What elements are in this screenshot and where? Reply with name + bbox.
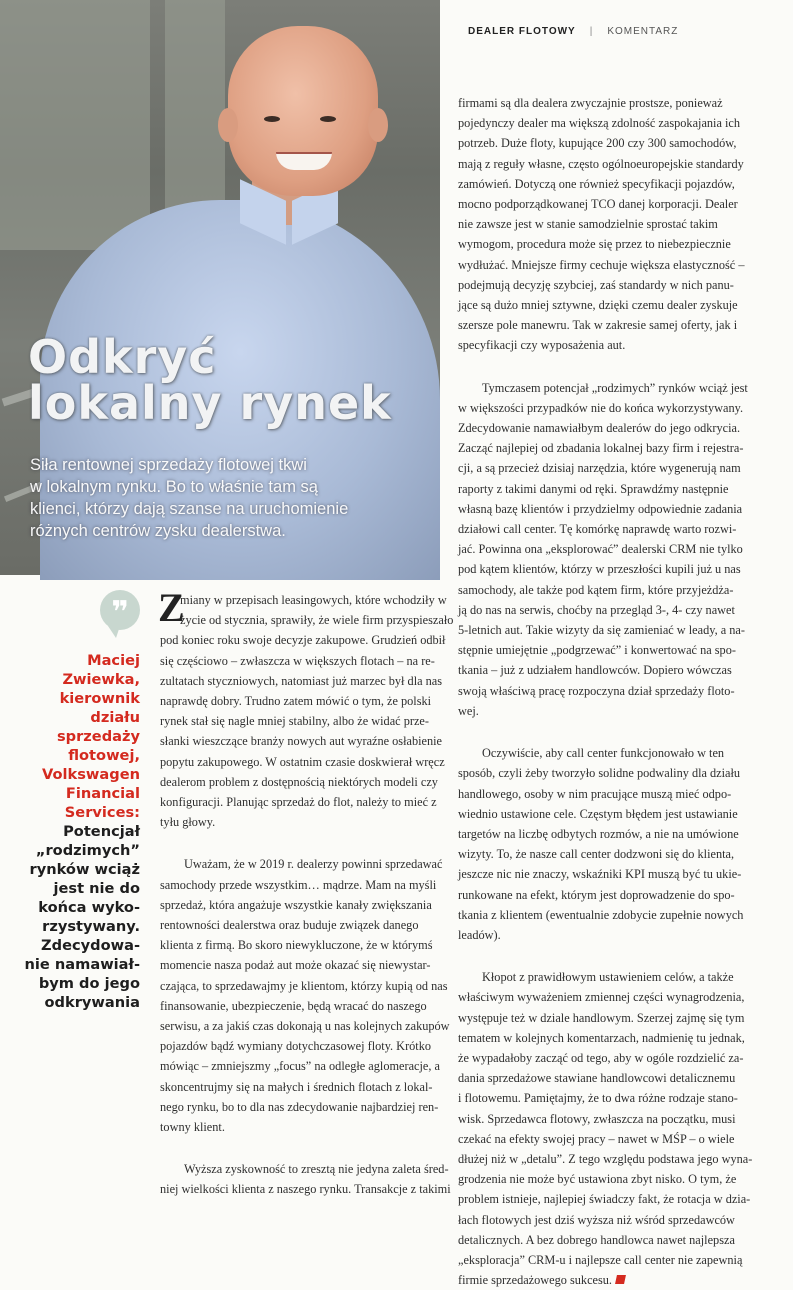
author-line: Volkswagen (42, 766, 140, 783)
author-line: Maciej (87, 652, 140, 669)
text-line: nego rynku, bo to dla nas zdecydowanie najbardziej ren- (160, 1099, 439, 1114)
text-line: serwisu, a za jakiś czas dokonają u nas kolejnych zakupów (160, 1019, 450, 1034)
drop-cap: Z (158, 585, 185, 630)
quote-line: Zdecydowa- (41, 937, 140, 954)
text-line: Kłopot z prawidłowym ustawieniem celów, a także (482, 970, 734, 985)
text-line: pod koniec roku swoje decyzje zakupowe. Grudzień odbił (160, 633, 446, 648)
text-line: zamówień. Dotyczą one również specyfikacji pojazdów, (458, 176, 735, 191)
text-line: wej. (458, 703, 479, 718)
quote-line: jest nie do (53, 880, 140, 897)
text-line: tematem w kolejnych komentarzach, nadmienię tu jednak, (458, 1030, 745, 1045)
eye (320, 116, 336, 122)
text-line: towny klient. (160, 1120, 225, 1135)
text-line (458, 1270, 760, 1290)
text-line: tyłu głowy. (160, 815, 216, 830)
text-line: i flotowemu. Pamiętajmy, że to dwa różne rodzaje stano- (458, 1091, 738, 1106)
text-line: zultatach styczniowych, natomiast już marzec był dla nas (160, 673, 443, 688)
text-line: „eksploracja” CRM-u i najlepsze call center nie zapewnią (458, 1252, 743, 1267)
text-line: samochody przede wszystkim… mądrze. Mam na myśli (160, 877, 437, 892)
text-line: handlowego, osoby w nim pracujące muszą mieć odpo- (458, 786, 732, 801)
text-line: jać. Powinna ona „eksplorować” dealerski CRM nie tylko (458, 542, 743, 557)
background-window (0, 0, 150, 250)
author-line: sprzedaży (56, 728, 140, 745)
text-line: czająca, to sprzedawajmy je klientom, którzy kupią od nas (160, 978, 448, 993)
text-line: samochody, ale także pod kątem firm, które przyjeżdża- (458, 582, 734, 597)
text-line: popytu zakupowego. W ostatnim czasie doskwierał wręcz (160, 754, 445, 769)
paragraph (158, 585, 454, 832)
article-lead (30, 454, 430, 542)
text-line: rynek stał się nagle mniej stabilny, albo że widać prze- (160, 714, 429, 729)
quote-line: „rodzimych” (35, 842, 140, 859)
author-line: Services: (64, 804, 140, 821)
text-line: Oczywiście, aby call center funkcjonowało w ten (482, 746, 725, 761)
text-line: skoncentrujmy się na małych i średnich flotach z lokal- (160, 1079, 433, 1094)
text-line: konfiguracji. Planując sprzedaż do flot, należy to mieć z (160, 795, 437, 810)
paragraph (160, 854, 450, 1137)
quote-line: bym do jego (38, 975, 140, 992)
author-line: Zwiewka, (62, 671, 140, 688)
text-line: że wypadałoby zacząć od tego, aby w ogóle rozdzielić za- (458, 1050, 744, 1065)
text-line: występuje też w dziale handlowym. Szerzej zajmę się tym (458, 1010, 745, 1025)
paragraph (160, 1159, 451, 1199)
lead-line: różnych centrów zysku dealerstwa. (30, 522, 286, 540)
header-separator: | (589, 26, 594, 37)
paragraph (458, 967, 760, 1290)
text-line: tkania z klientem (ewentualnie zdobycie zupełnie nowych (458, 907, 744, 922)
text-line: klienta z firmą. Bo skoro niewykluczone, że w którymś (160, 938, 433, 953)
text-line: sposób, czyli żeby tworzyło solidne podwaliny dla działu (458, 766, 741, 781)
end-of-article-icon (615, 1275, 626, 1284)
text-line: mówiąc – zmniejszmy „focus” na odległe aglomeracje, a (160, 1059, 440, 1074)
text-line: wisk. Sprzedawca flotowy, zwłaszcza na początku, musi (458, 1111, 736, 1126)
author-line: Financial (65, 785, 140, 802)
lead-line: klienci, którzy dają szanse na uruchomienie (30, 500, 349, 518)
article-column-middle (158, 585, 454, 1200)
quote-mark-icon: ❞ (100, 590, 140, 630)
text-line: pojedynczy dealer ma większą zdolność zaspokajania ich (458, 116, 741, 131)
text-line: Uważam, że w 2019 r. dealerzy powinni sprzedawać (184, 857, 443, 872)
article-column-right (458, 93, 760, 1290)
author-line: flotowej, (68, 747, 140, 764)
text-line: 5-letnich aut. Takie wizyty da się zamieniać w leady, a na- (458, 623, 745, 638)
pull-quote (0, 651, 140, 1012)
text-line: wiednio ustawione cele. Częstym błędem jest ustawianie (458, 806, 738, 821)
text-line: leadów). (458, 927, 501, 942)
text-line: finansowanie, ubezpieczenie, będą wracać do naszego (160, 998, 427, 1013)
quote-line: rzystywany. (42, 918, 140, 935)
quote-line: Potencjał (63, 823, 140, 840)
text-line: Tymczasem potencjał „rodzimych” rynków wciąż jest (482, 380, 748, 395)
text-line: wizyty. To, że nasze call center dodzwoni się do klienta, (458, 847, 735, 862)
text-line: niej wielkości klienta z naszego rynku. Transakcje z takimi (160, 1182, 451, 1197)
quote-line: odkrywania (44, 994, 140, 1011)
text-line: ją do nas na serwis, choćby na przegląd 3-, 4- czy nawet (458, 602, 735, 617)
text-line: miany w przepisach leasingowych, które wchodziły w (180, 593, 447, 607)
text-line: własną bazę klientów i przydzielmy odpowiednie zadania (458, 501, 743, 516)
author-line: działu (90, 709, 140, 726)
text-line: Wyższa zyskowność to zresztą nie jedyna zaleta śred- (184, 1162, 449, 1177)
text-line: jeszcze nic nie znaczy, wskaźniki KPI muszą być tu ukie- (458, 867, 742, 882)
text-line: rentowności dealerstwa oraz buduje związek danego (160, 918, 419, 933)
article-headline (28, 330, 438, 430)
text-line: szersze pole manewru. Tak w zakresie samej oferty, jak i (458, 318, 738, 333)
background-window (165, 0, 225, 220)
ear (368, 108, 388, 142)
ear (218, 108, 238, 142)
text-line: targetów na liczbę odbytych rozmów, a nie na umówione (458, 826, 739, 841)
text-line: firmami są dla dealera zwyczajnie prostsze, ponieważ (458, 96, 723, 110)
text-line: Zacząć najlepiej od zbadania lokalnej bazy firm i rejestra- (458, 441, 744, 456)
section-label: DEALER FLOTOWY (468, 26, 576, 37)
text-line: łach flotowych jest dziś wyższa niż wśród sprzedawców (458, 1212, 735, 1227)
text-line-content: firmie sprzedażowego sukcesu. (458, 1273, 612, 1288)
person-head (228, 26, 378, 196)
text-line: wymogom, procedura może się przez to niebezpiecznie (458, 237, 731, 252)
eye (264, 116, 280, 122)
paragraph (458, 743, 760, 945)
quote-line: końca wyko- (38, 899, 140, 916)
text-line: działowi call center. Tę komórkę naprawdę warto rozwi- (458, 522, 737, 537)
text-line: dłużej niż w „detalu”. Z tego względu podstawa jego wyna- (458, 1151, 753, 1166)
paragraph (458, 378, 760, 721)
text-line: nie zawsze jest w stanie samodzielnie sprostać takim (458, 217, 718, 232)
text-line: Zdecydowanie namawiałbym dealerów do jego odkrycia. (458, 421, 741, 436)
text-line: czekać na efekty swojej pracy – nawet w MŚP – o wiele (458, 1131, 735, 1146)
text-line: mocno podporządkowanej TCO danej korporacji. Dealer (458, 197, 738, 212)
text-line: momencie nasza podaż aut może okazać się niewystar- (160, 958, 431, 973)
text-line: raporty z takimi danymi od ręki. Sprawdźmy następnie (458, 481, 729, 496)
text-line: słanki wieszczące branży nowych aut wyraźne osłabienie (160, 734, 443, 749)
text-line: pojazdów bądź wymiany dotychczasowej floty. Krótko (160, 1039, 432, 1054)
text-line: detalicznych. A bez dobrego handlowca nawet najlepsza (458, 1232, 735, 1247)
text-line: cji, a są przecież dzisiaj narzędzia, które wygenerują nam (458, 461, 741, 476)
text-line: problem istnieje, najlepiej świadczy fakt, że rotacja w dzia- (458, 1192, 751, 1207)
text-line: dealerom problem z dostępnością niektórych modeli czy (160, 774, 438, 789)
text-line: życie od stycznia, sprawiły, że wiele firm przyspieszało (180, 613, 454, 628)
quote-line: rynków wciąż (29, 861, 140, 878)
text-line: podejmują decyzję szybciej, zaś standardy w nich panu- (458, 277, 734, 292)
text-line: pod kątem klientów, którzy w przeszłości kupili już u nas (458, 562, 741, 577)
quote-line: nie namawiał- (24, 956, 140, 973)
text-line: tkania – już z udziałem handlowców. Dopiero wówczas (458, 663, 732, 678)
text-line: stępnie umiejętnie „podgrzewać” i konwertować na spo- (458, 643, 736, 658)
lead-line: w lokalnym rynku. Bo to właśnie tam są (30, 478, 318, 496)
headline-line: Odkryć (28, 330, 217, 384)
lead-line: Siła rentownej sprzedaży flotowej tkwi (30, 456, 307, 474)
headline-line: lokalny rynek (28, 376, 392, 430)
text-line: dania sprzedażowe stawiane handlowcowi detalicznemu (458, 1071, 736, 1086)
text-line: właściwym wyważeniem zmiennej części wynagrodzenia, (458, 990, 745, 1005)
paragraph (458, 93, 760, 356)
text-line: sprzedaż, która angażuje wszystkie kanały zwiększania (160, 897, 432, 912)
text-line: potrzeb. Duże floty, kupujące 200 czy 300 samochodów, (458, 136, 737, 151)
page-header (468, 26, 678, 37)
text-line: w większości przypadków nie do końca wykorzystywany. (458, 400, 744, 415)
article-kind: KOMENTARZ (607, 26, 679, 37)
text-line: naprawdę dobry. Trudno zatem mówić o tym, że polski (160, 694, 432, 709)
text-line: jące są dużo mniej sztywne, dzięki czemu dealer zyskuje (458, 298, 738, 313)
text-line: swoją właściwą pracę rozpoczyna dział sprzedaży floto- (458, 683, 735, 698)
text-line: wydłużać. Mniejsze firmy cechuje większa elastyczność – (458, 257, 745, 272)
text-line: runkowane na efekt, którym jest doprowadzenie do spo- (458, 887, 735, 902)
text-line: specyfikacji czy wyposażenia aut. (458, 338, 626, 353)
text-line: mają z reguły własne, często ogólnoeuropejskie standardy (458, 156, 744, 171)
author-line: kierownik (59, 690, 140, 707)
text-line: grodzenia nie może być ustawiona zbyt nisko. O tym, że (458, 1172, 737, 1187)
smile (276, 152, 332, 170)
text-line: się częściowo – zwłaszcza w większych flotach – na re- (160, 653, 435, 668)
